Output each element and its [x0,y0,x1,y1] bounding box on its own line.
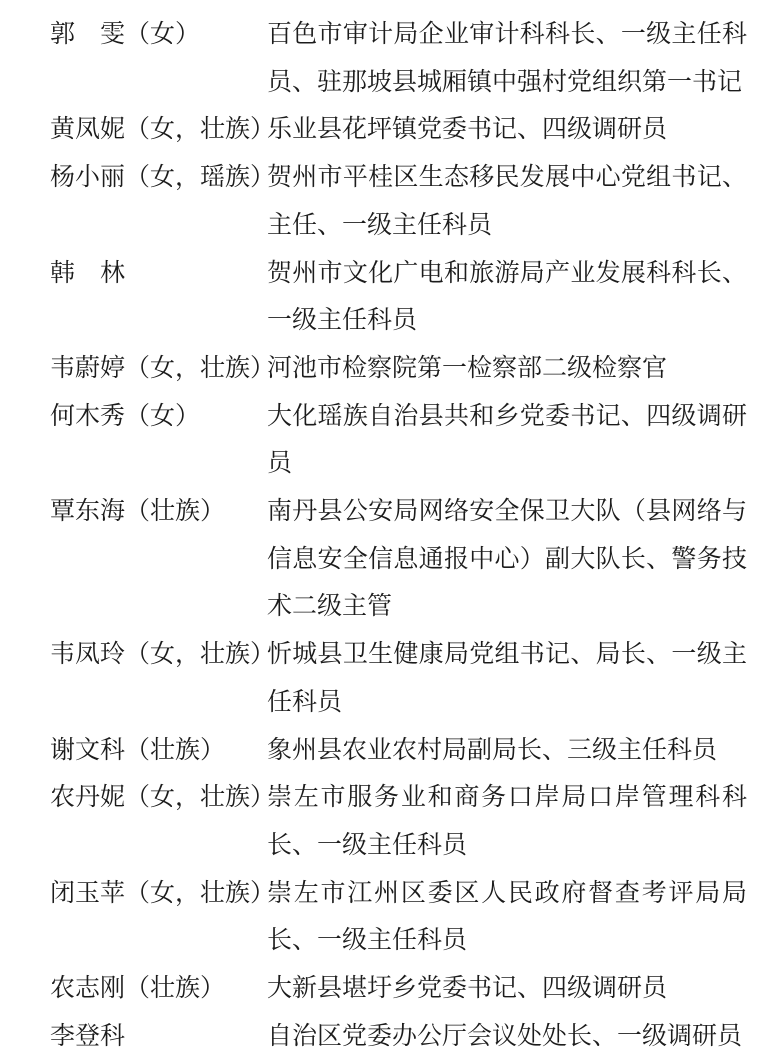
roster-row [50,1013,751,1060]
person-position: 南丹县公安局网络安全保卫大队（县网络与信息安全信息通报中心）副大队长、警务技术二级主管 [267,498,747,621]
roster-row [50,11,751,106]
person-name: 韦凤玲（女，壮族） [50,641,276,669]
person-position: 大新县堪圩乡党委书记、四级调研员 [267,975,668,1003]
roster-row [50,870,751,965]
person-name: 韩 林 [50,259,126,287]
person-name: 闭玉苹（女，壮族） [50,879,276,907]
person-position: 贺州市文化广电和旅游局产业发展科科长、一级主任科员 [267,259,747,335]
person-name: 农志刚（壮族） [50,975,226,1003]
person-position: 河池市检察院第一检察部二级检察官 [267,354,668,382]
roster-row [50,631,751,726]
roster-row [50,774,751,869]
person-name: 韦蔚婷（女，壮族） [50,354,276,382]
person-position: 大化瑶族自治县共和乡党委书记、四级调研员 [267,402,747,478]
person-position: 崇左市江州区委区人民政府督查考评局局长、一级主任科员 [267,879,747,955]
roster-row [50,106,751,154]
roster-row [50,727,751,775]
person-position: 百色市审计局企业审计科科长、一级主任科员、驻那坡县城厢镇中强村党组织第一书记 [267,21,747,96]
person-name: 郭 雯（女） [50,21,201,48]
roster-row [50,488,751,631]
person-name: 农丹妮（女，壮族） [50,784,276,812]
roster-row [50,345,751,393]
roster-row [50,154,751,249]
person-position: 忻城县卫生健康局党组书记、局长、一级主任科员 [267,641,747,716]
person-position: 乐业县花坪镇党委书记、四级调研员 [267,116,668,144]
person-position: 崇左市服务业和商务口岸局口岸管理科科长、一级主任科员 [267,784,747,859]
roster-row [50,393,751,488]
person-name: 杨小丽（女，瑶族） [50,164,276,192]
roster-row [50,965,751,1013]
person-name: 覃东海（壮族） [50,498,226,526]
person-position: 自治区党委办公厅会议处处长、一级调研员 [267,1022,743,1050]
person-name: 何木秀（女） [50,402,201,430]
person-name: 李登科 [50,1022,126,1050]
person-name: 黄凤妮（女，壮族） [50,116,276,144]
person-name: 谢文科（壮族） [50,736,226,764]
person-position: 象州县农业农村局副局长、三级主任科员 [267,736,718,764]
person-position: 贺州市平桂区生态移民发展中心党组书记、主任、一级主任科员 [267,164,747,239]
roster-row [50,250,751,345]
roster-list [50,11,751,1060]
